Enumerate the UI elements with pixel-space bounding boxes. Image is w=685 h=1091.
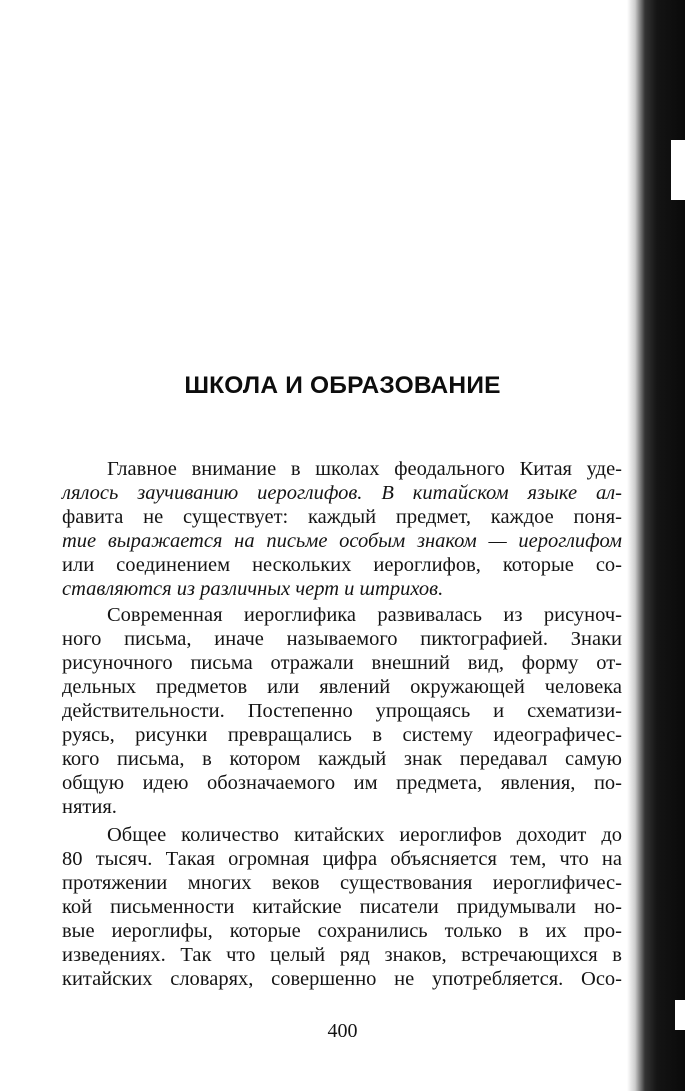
text-line: руясь, рисунки превращались в систему идеографичес- [62,724,622,746]
text-line: вые иероглифы, которые сохранились только в их про- [62,920,622,942]
edge-artifact [671,140,685,200]
text-line: тие выражается на письме особым знаком — иероглифом [62,530,622,552]
text-line: 80 тысяч. Такая огромная цифра объясняется тем, что на [62,848,622,870]
text-line: ного письма, иначе называемого пиктографией. Знаки [62,628,622,650]
text-line: кого письма, в котором каждый знак передавал самую [62,748,622,770]
text-line: фавита не существует: каждый предмет, каждое поня- [62,506,622,528]
text-line: рисуночного письма отражали внешний вид, форму от- [62,652,622,674]
text-line: действительности. Постепенно упрощаясь и схематизи- [62,700,622,722]
text-line: Общее количество китайских иероглифов доходит до [107,824,622,846]
text-line: общую идею обозначаемого им предмета, явления, по- [62,772,622,794]
text-line: нятия. [62,796,117,818]
text-line: изведениях. Так что целый ряд знаков, встречающихся в [62,944,622,966]
text-line: лялось заучиванию иероглифов. В китайском языке ал- [62,482,622,504]
text-line: или соединением нескольких иероглифов, которые со- [62,554,622,576]
text-line: китайских словарях, совершенно не употребляется. Осо- [62,968,622,990]
text-line: дельных предметов или явлений окружающей человека [62,676,622,698]
text-line: протяжении многих веков существования иероглифичес- [62,872,622,894]
text-line: Главное внимание в школах феодального Китая уде- [107,458,622,480]
chapter-title: ШКОЛА И ОБРАЗОВАНИЕ [184,372,501,399]
page-number: 400 [327,1020,358,1042]
text-line: кой письменности китайские писатели придумывали но- [62,896,622,918]
text-line: Современная иероглифика развивалась из рисуноч- [107,604,622,626]
text-line: ставляются из различных черт и штрихов. [62,578,444,600]
